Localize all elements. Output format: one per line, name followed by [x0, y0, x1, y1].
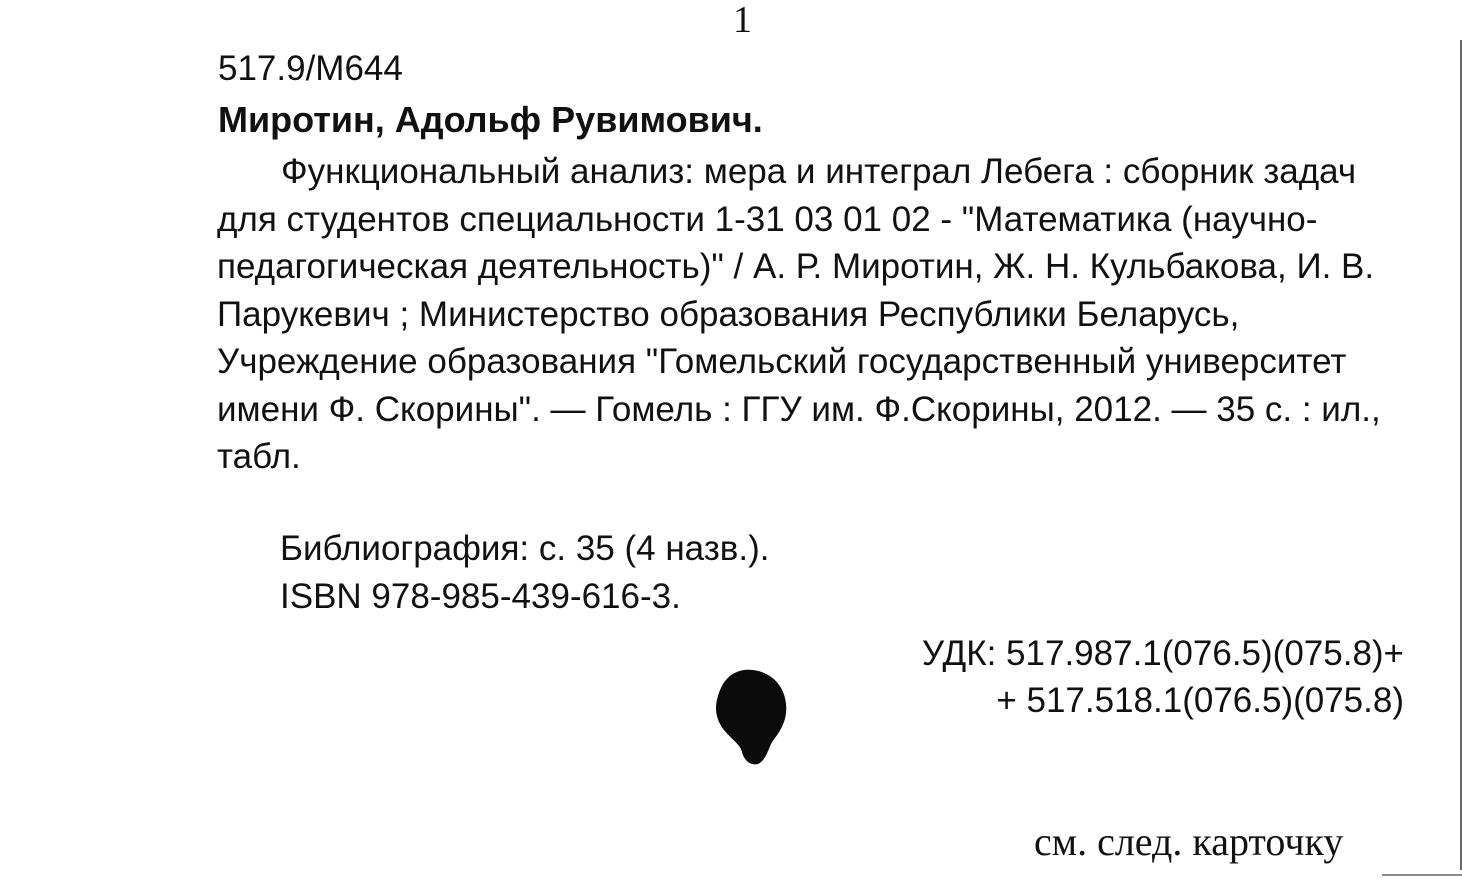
- bibliographic-description: Функциональный анализ: мера и интеграл Лебега : сборник задач для студентов специальности 1-31 03 01 02 - "Математика (научно-педагогическая деятельность)" / А. Р. Миротин, Ж. Н. Кульбакова, И. В. Парукевич ; Министерство образования Республики Беларусь, Учреждение образования "Гомельский государственный университет имени Ф. Скорины". — Гомель : ГГУ им. Ф.Скорины, 2012. — 35 с. : ил., табл.: [217, 152, 1381, 476]
- author-heading: Миротин, Адольф Рувимович.: [218, 99, 763, 140]
- udc-line-2: + 517.518.1(076.5)(075.8): [996, 681, 1404, 720]
- ink-blot-mark: [714, 668, 788, 766]
- udc-line-1: УДК: 517.987.1(076.5)(075.8)+: [921, 634, 1404, 673]
- page-number: 1: [733, 0, 752, 41]
- card-bottom-edge: [1382, 874, 1462, 876]
- isbn-line: ISBN 978-985-439-616-3.: [280, 577, 681, 616]
- bibliography-note: Библиография: с. 35 (4 назв.).: [280, 529, 770, 568]
- udc-classification: [922, 630, 1404, 724]
- continuation-note: см. след. карточку: [1034, 819, 1344, 864]
- shelfmark: 517.9/М644: [218, 49, 403, 88]
